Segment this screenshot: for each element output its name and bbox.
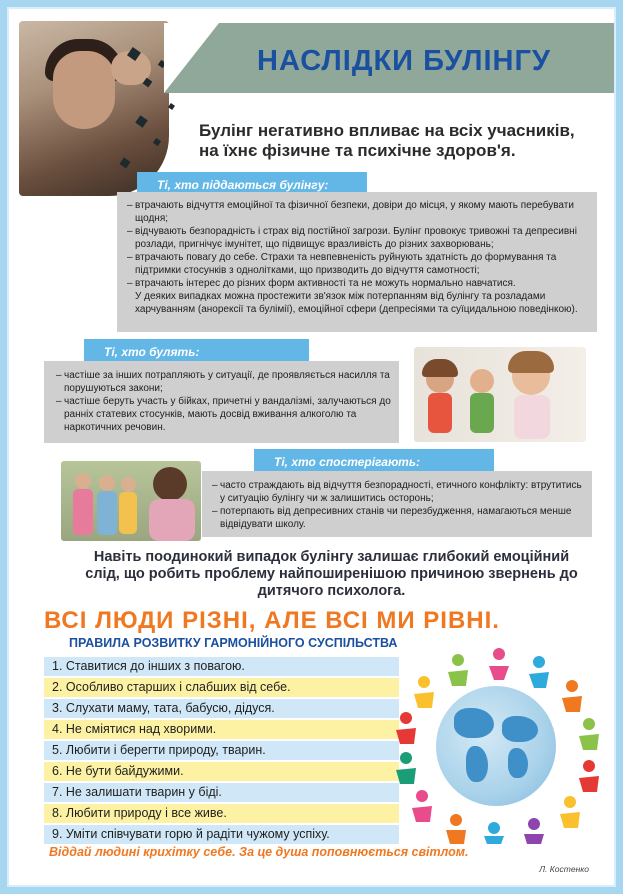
list-item: – частіше беруть участь у бійках, причетні у вандалізмі, залучаються до ранніх статевих стосунків, мають досвід вживання алкоголю та наркотичних речовин. — [56, 395, 391, 434]
page-title: НАСЛІДКИ БУЛІНГУ — [257, 45, 551, 77]
rule-item: 8. Любити природу і все живе. — [44, 804, 399, 823]
rule-item: 3. Слухати маму, тата, бабусю, дідуся. — [44, 699, 399, 718]
observers-label: Ті, хто спостерігають: — [254, 449, 494, 475]
quote: Віддай людині крихітку себе. За це душа поповнюється світлом. — [49, 845, 469, 859]
list-item: – відчувають безпорадність і страх від постійної загрози. Булінг провокує тривожні та депресивні розлади, пригнічує імунітет, що підвищує вразливість до різних захворювань; — [127, 225, 589, 251]
rule-item: 7. Не залишати тварин у біді. — [44, 783, 399, 802]
rules-title: ПРАВИЛА РОЗВИТКУ ГАРМОНІЙНОГО СУСПІЛЬСТВА — [69, 636, 398, 650]
victims-label: Ті, хто піддаються булінгу: — [137, 172, 367, 198]
bullies-label: Ті, хто булять: — [84, 339, 309, 365]
group-photo — [61, 461, 201, 541]
list-item: – часто страждають від відчуття безпорадності, етичного конфлікту: втрутитись у ситуацію булінгу чи ж залишитись осторонь; — [212, 479, 584, 505]
subtitle: Булінг негативно впливає на всіх учасників, на їхнє фізичне та психічне здоров'я. — [199, 121, 575, 160]
bullies-list — [56, 369, 391, 434]
girl-photo — [19, 21, 169, 196]
list-item: – потерпають від депресивних станів чи перезбудження, намагаються менше відвідувати школу. — [212, 505, 584, 531]
rule-item: 2. Особливо старших і слабших від себе. — [44, 678, 399, 697]
rule-item: 5. Любити і берегти природу, тварин. — [44, 741, 399, 760]
globe-illustration — [394, 644, 604, 844]
people-ring-icon — [394, 644, 604, 844]
bullies-box — [44, 361, 399, 443]
victims-list — [127, 199, 589, 290]
list-item: – частіше за інших потрапляють у ситуації, де проявляється насилля та порушуються закони; — [56, 369, 391, 395]
list-item: – втрачають відчуття емоційної та фізичної безпеки, довіри до місця, у якому мають перебувати щодня; — [127, 199, 589, 225]
rule-item: 4. Не сміятися над хворими. — [44, 720, 399, 739]
call-out-text: Навіть поодинокий випадок булінгу залишає глибокий емоційний слід, що робить проблему найпоширенішою причиною звернень до дитячого психолога. — [85, 549, 578, 599]
slogan: ВСІ ЛЮДИ РІЗНІ, АЛЕ ВСІ МИ РІВНІ. — [44, 607, 500, 634]
quote-author: Л. Костенко — [539, 864, 589, 874]
list-item: – втрачають повагу до себе. Страхи та невпевненість руйнують здатність до формування та підтримки стосунків з однолітками, що призводить до відчуття самотності; — [127, 251, 589, 277]
rule-item: 1. Ставитися до інших з повагою. — [44, 657, 399, 676]
children-photo — [414, 347, 586, 442]
victims-box — [117, 192, 597, 332]
observers-box — [202, 471, 592, 537]
poster — [7, 7, 616, 887]
list-item: – втрачають інтерес до різних форм активності та не можуть нормально навчатися. — [127, 277, 589, 290]
rule-item: 9. Уміти співчувати горю й радіти чужому успіху. — [44, 825, 399, 844]
observers-list — [212, 479, 584, 531]
victims-note: У деяких випадках можна простежити зв'язок між потерпанням від булінгу та розладами харчуванням (анорексії та булімії), емоційної сфери (депресіями та суїцидальною поведінкою). — [135, 291, 578, 315]
rule-item: 6. Не бути байдужими. — [44, 762, 399, 781]
